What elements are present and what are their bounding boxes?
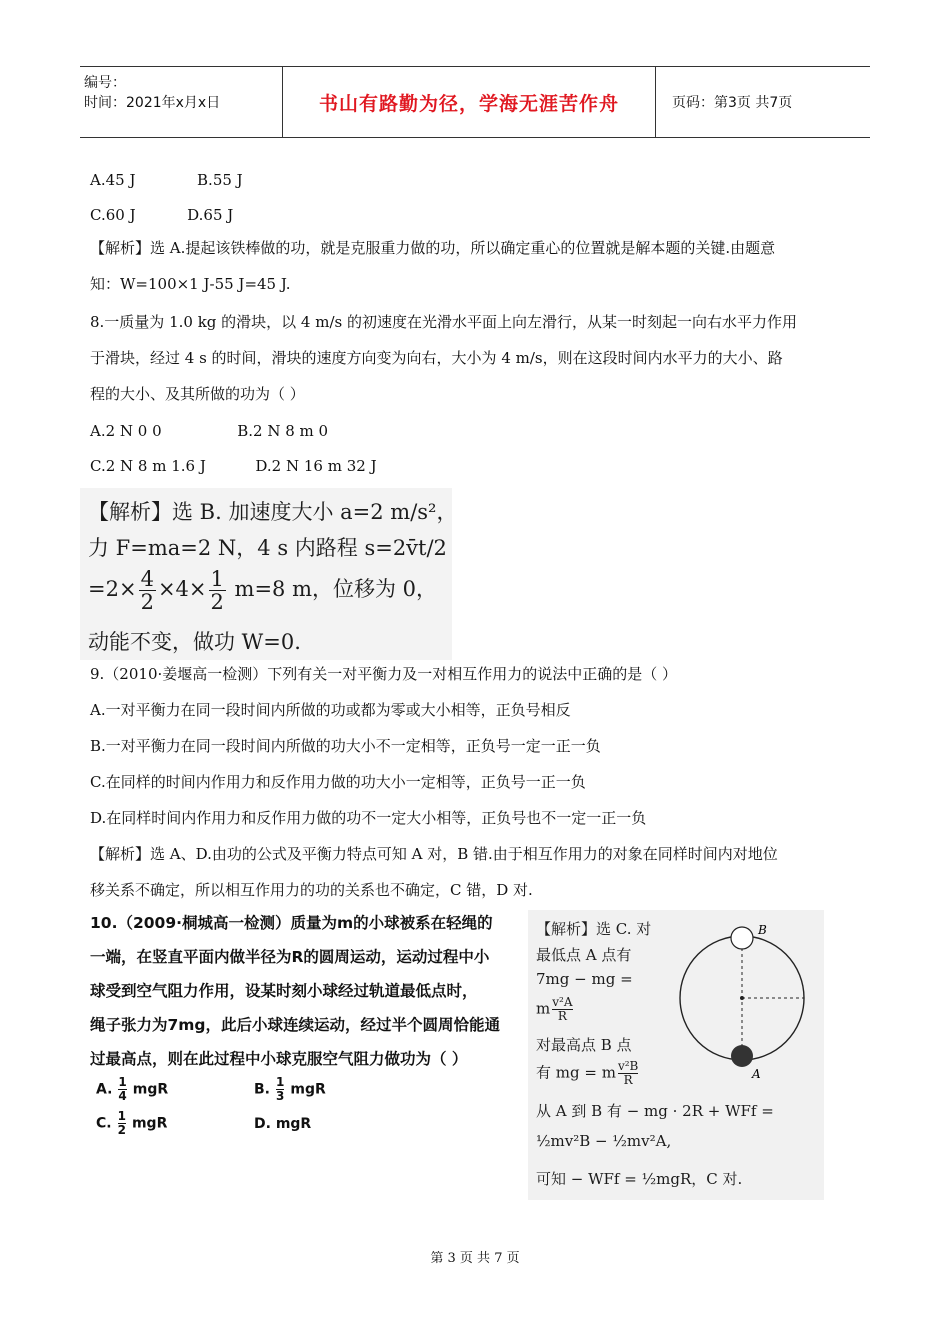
q10-stem-line4: 绳子张力为7mg，此后小球连续运动，经过半个圆周恰能通 — [90, 1016, 501, 1034]
q10-stem-line3: 球受到空气阻力作用，设某时刻小球经过轨道最低点时， — [90, 982, 478, 1000]
q7-analysis-line2: 知：W=100×1 J-55 J=45 J. — [90, 275, 291, 293]
q10-solution-line1: 【解析】选 C. 对 — [536, 920, 652, 938]
fraction-den: 2 — [210, 590, 224, 615]
fraction-den: 4 — [118, 1089, 127, 1104]
q10-solution-line6-pre: 有 mg = m — [536, 1063, 616, 1082]
q8-stem-line1: 8.一质量为 1.0 kg 的滑块，以 4 m/s 的初速度在光滑水平面上向左滑行，从某一时刻起一向右水平力作用 — [90, 313, 797, 331]
q7-options-row2 — [90, 206, 233, 224]
q8-solution-line3-a: =2× — [88, 577, 137, 602]
q10-stem-line5: 过最高点，则在此过程中小球克服空气阻力做功为（ ） — [90, 1050, 468, 1068]
q8-stem — [90, 304, 865, 412]
q10-solution-line5: 对最高点 B 点 — [536, 1036, 632, 1054]
q7-option-a: A.45 J — [90, 171, 136, 189]
q10-option-b-label: B. — [254, 1081, 270, 1098]
fraction-num: v²B — [617, 1059, 639, 1073]
q10-option-b — [254, 1076, 326, 1103]
fraction — [276, 1076, 284, 1103]
page-header — [80, 66, 870, 138]
fraction — [552, 996, 572, 1023]
fraction — [118, 1110, 126, 1137]
fraction — [209, 568, 226, 613]
label-b: B — [758, 923, 767, 937]
q8-stem-line2: 于滑块，经过 4 s 的时间，滑块的速度方向变为向右，大小为 4 m/s，则在这段时间内水平力的大小、路 — [90, 349, 783, 367]
q10-solution-line4-pre: m — [536, 999, 551, 1018]
label-a: A — [752, 1067, 761, 1081]
q8-solution-line4: 动能不变，做功 W=0. — [88, 630, 301, 654]
q8-solution-line3-b: ×4× — [157, 577, 207, 602]
q10-option-c-tail: mgR — [131, 1115, 168, 1132]
fraction-num: 1 — [117, 1109, 126, 1123]
q8-solution-line3-c: m=8 m，位移为 0， — [227, 577, 438, 602]
fraction-num: v²A — [552, 995, 573, 1009]
fraction-num: 1 — [118, 1075, 127, 1089]
q10-option-c-label: C. — [96, 1115, 112, 1132]
q10-solution-line3: 7mg − mg = — [536, 970, 633, 988]
q8-solution-scan — [80, 488, 458, 660]
q7-analysis-line1: 【解析】选 A.提起该铁棒做的功，就是克服重力做的功，所以确定重心的位置就是解本题的关键.由题意 — [90, 239, 776, 257]
q8-option-c: C.2 N 8 m 1.6 J — [90, 457, 206, 475]
q7-analysis — [90, 230, 865, 302]
q7-option-b: B.55 J — [197, 171, 243, 189]
q10-solution-line2: 最低点 A 点有 — [536, 946, 632, 964]
fraction-den: 2 — [117, 1123, 126, 1138]
q10-solution-line8: ½mv²B − ½mv²A, — [536, 1132, 672, 1150]
ball-bottom — [731, 1045, 753, 1067]
q9-option-d: D.在同样时间内作用力和反作用力做的功不一定大小相等，正负号也不一定一正一负 — [90, 809, 647, 827]
fraction-den: 2 — [140, 590, 154, 615]
q8-options-row1 — [90, 422, 328, 440]
q10-option-a-label: A. — [96, 1081, 113, 1098]
q7-option-d: D.65 J — [187, 206, 234, 224]
q9-option-c: C.在同样的时间内作用力和反作用力做的功大小一定相等，正负号一正一负 — [90, 773, 586, 791]
fraction — [139, 568, 156, 613]
q8-solution-line1: 【解析】选 B. 加速度大小 a=2 m/s²， — [88, 500, 458, 524]
q10-stem-line2: 一端，在竖直平面内做半径为R的圆周运动，运动过程中小 — [90, 948, 490, 966]
q8-stem-line3: 程的大小、及其所做的功为（ ） — [90, 385, 305, 403]
header-page-info-text: 页码：第3页 共7页 — [672, 95, 793, 111]
header-number-label: 编号： — [84, 75, 126, 91]
fraction — [618, 1060, 638, 1087]
q7-option-c: C.60 J — [90, 206, 136, 224]
q8-solution-line3 — [88, 568, 437, 613]
q8-solution-line2: 力 F=ma=2 N，4 s 内路程 s=2v̄t/2 — [88, 536, 447, 560]
header-meta — [80, 67, 280, 137]
q10-option-a — [96, 1076, 168, 1103]
q9-analysis-line1: 【解析】选 A、D.由功的公式及平衡力特点可知 A 对，B 错.由于相互作用力的对象在同样时间内对地位 — [90, 845, 778, 863]
q9-analysis-line2: 移关系不确定，所以相互作用力的功的关系也不确定，C 错，D 对. — [90, 881, 533, 899]
fraction-num: 4 — [140, 567, 154, 591]
q9-stem: 9.（2010·姜堰高一检测）下列有关一对平衡力及一对相互作用力的说法中正确的是（ ） — [90, 665, 678, 683]
header-date: 时间：2021年x月x日 — [84, 95, 221, 111]
header-motto: 书山有路勤为径，学海无涯苦作舟 — [282, 67, 656, 137]
q10-solution-line4 — [536, 996, 575, 1023]
fraction-num: 1 — [276, 1075, 285, 1089]
q10-stem-line1: 10.（2009·桐城高一检测）质量为m的小球被系在轻绳的 — [90, 914, 493, 932]
fraction — [118, 1076, 126, 1103]
fraction-den: 3 — [276, 1089, 285, 1104]
q10-solution-line6 — [536, 1060, 640, 1087]
q7-options-row1 — [90, 171, 243, 189]
q10-stem — [90, 906, 510, 1076]
q10-solution-line9: 可知 − WFf = ½mgR，C 对. — [536, 1170, 743, 1188]
fraction-den: R — [557, 1009, 567, 1024]
q9-option-b: B.一对平衡力在同一段时间内所做的功大小不一定相等，正负号一定一正一负 — [90, 737, 601, 755]
fraction-num: 1 — [210, 567, 224, 591]
q10-option-d: D. mgR — [254, 1116, 312, 1132]
q9-option-a: A.一对平衡力在同一段时间内所做的功或都为零或大小相等，正负号相反 — [90, 701, 571, 719]
q10-solution-line7: 从 A 到 B 有 − mg · 2R + WFf = — [536, 1102, 774, 1120]
center-point — [740, 996, 744, 1000]
q8-option-a: A.2 N 0 0 — [90, 422, 162, 440]
q8-option-b: B.2 N 8 m 0 — [237, 422, 329, 440]
q10-option-c — [96, 1110, 167, 1137]
header-page-info — [666, 67, 870, 137]
q9-block — [90, 656, 865, 908]
q10-option-b-tail: mgR — [290, 1081, 326, 1098]
fraction-den: R — [623, 1073, 633, 1088]
page-footer: 第 3 页 共 7 页 — [430, 1251, 520, 1266]
circle-diagram — [678, 922, 818, 1082]
q10-option-a-tail: mgR — [132, 1081, 169, 1098]
ball-top — [731, 927, 753, 949]
q8-options-row2 — [90, 457, 377, 475]
q10-solution-scan — [528, 910, 824, 1200]
q8-option-d: D.2 N 16 m 32 J — [255, 457, 377, 475]
